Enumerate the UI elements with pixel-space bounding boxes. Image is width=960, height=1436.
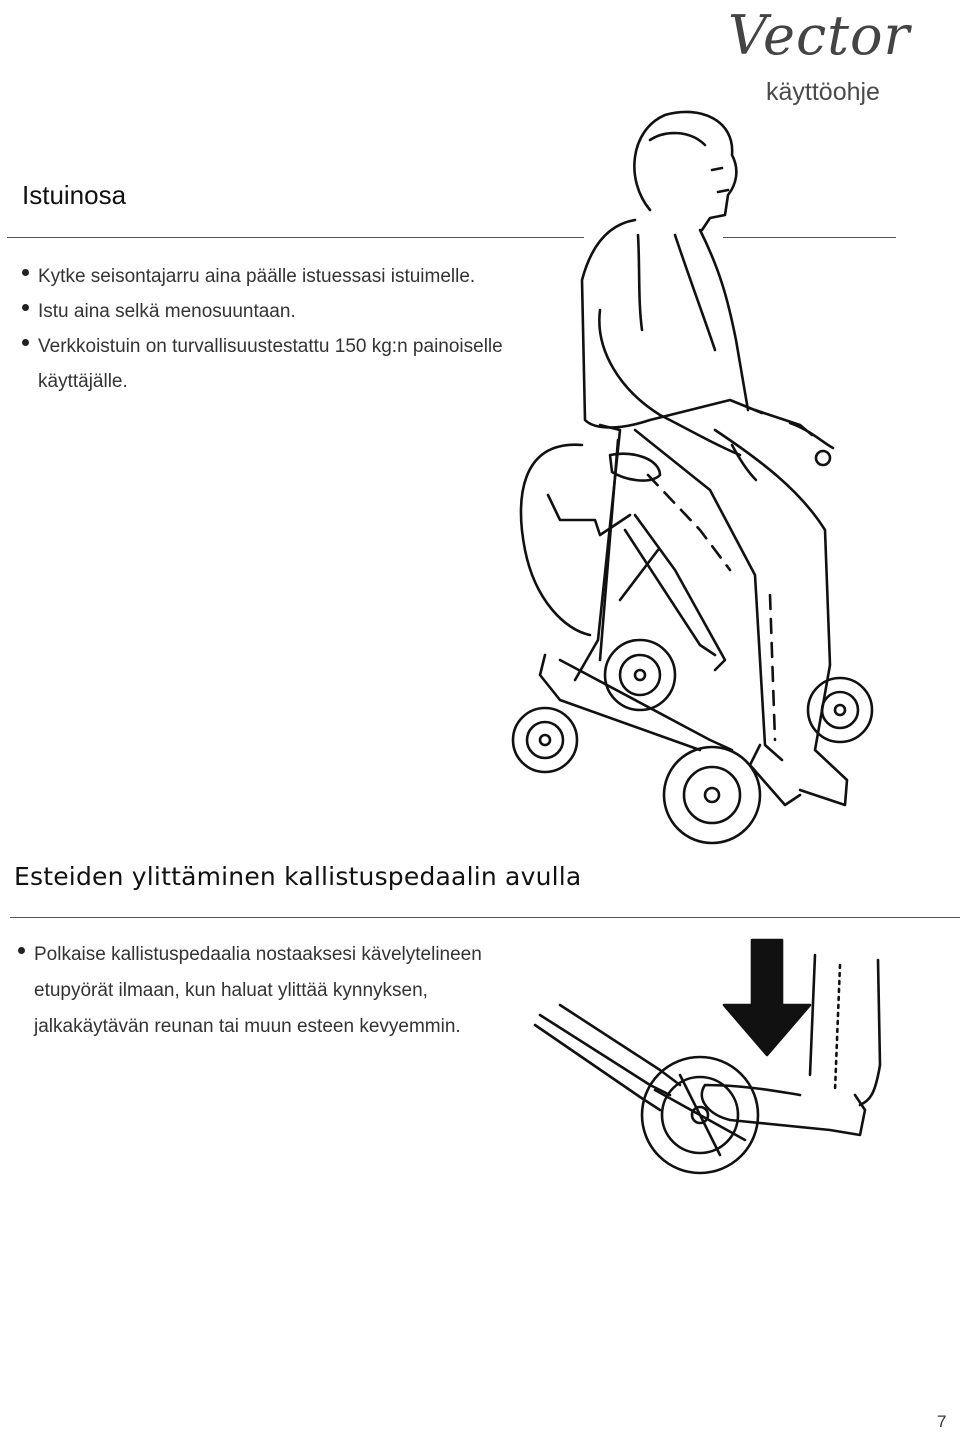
list-item: Kytke seisontajarru aina päälle istuessasi istuimelle. [22,259,542,294]
section-divider-seat [7,237,584,238]
seat-instructions-list [22,259,542,399]
section-title-seat: Istuinosa [22,180,127,210]
tilt-pedal-illustration [530,935,900,1195]
seated-user-illustration [500,100,880,860]
document-type-label: käyttöohje [766,78,880,106]
pedal-instructions-list [18,937,538,1045]
section-title-obstacles: Esteiden ylittäminen kallistuspedaalin avulla [14,862,582,891]
list-item: Istu aina selkä menosuuntaan. [22,294,542,329]
brand-logo: Vector [728,4,911,67]
page-number: 7 [937,1412,947,1431]
list-item: Polkaise kallistuspedaalia nostaaksesi kävelytelineen etupyörät ilmaan, kun haluat ylittää kynnyksen, jalkakäytävän reunan tai muun esteen kevyemmin. [18,937,538,1045]
section-divider-obstacles [10,917,960,918]
list-item: Verkkoistuin on turvallisuustestattu 150 kg:n painoiselle käyttäjälle. [22,329,542,399]
